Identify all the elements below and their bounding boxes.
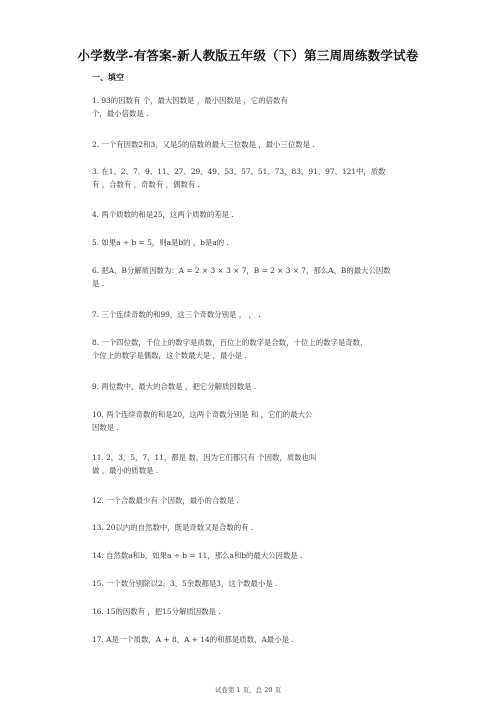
question-6 xyxy=(92,264,432,290)
question-line: 3. 在1、2、7、9、11、27、29、49、53、57、51、73、83、91、97、121中，质数 xyxy=(92,167,386,176)
page-title: 小学数学-有答案-新人教版五年级（下）第三周周练数学试卷 xyxy=(77,48,419,63)
question-10 xyxy=(92,408,432,434)
question-line: 12. 一个合数最少有 个因数，最小的合数是 . xyxy=(92,496,239,505)
section-heading: 一、填空 xyxy=(92,73,124,82)
question-3 xyxy=(92,165,432,191)
question-5 xyxy=(92,236,432,249)
question-line: 10. 两个连续奇数的和是20，这两个奇数分别是 和 ，它们的最大公 xyxy=(92,410,313,419)
question-line: 16. 15的因数有 ，把15分解质因数是 . xyxy=(92,607,221,616)
question-17 xyxy=(92,633,432,646)
question-line: 因数是 . xyxy=(92,423,119,432)
question-line: 7. 三个连续奇数的和99，这三个奇数分别是 ， ， . xyxy=(92,310,261,319)
question-line: 8. 一个四位数，千位上的数字是质数，百位上的数字是合数，十位上的数字是奇数， xyxy=(92,338,368,347)
question-line: 5. 如果a ÷ b = 5，则a是b的 ，b是a的 . xyxy=(92,238,229,247)
question-2 xyxy=(92,138,432,151)
question-line: 6. 把A、B分解质因数为：A = 2 × 3 × 3 × 7，B = 2 × 3 × 7，那么A、B的最大公因数 xyxy=(92,266,391,275)
question-14 xyxy=(92,549,432,562)
question-12 xyxy=(92,494,432,507)
question-line: 做 ，最小的质数是 . xyxy=(92,466,159,475)
page-footer: 试卷第 1 页，总 20 页 xyxy=(214,686,282,694)
question-line: 有 ，合数有 ，奇数有 ，偶数有 . xyxy=(92,180,200,189)
question-13 xyxy=(92,521,432,534)
question-line: 11. 2，3，5，7，11，都是 数，因为它们都只有 个因数，质数也叫 xyxy=(92,453,317,462)
question-line: 17. A是一个质数，A + 8，A + 14的和都是质数，A最小是 . xyxy=(92,635,294,644)
question-line: 1. 93的因数有 个，最大因数是 ，最小因数是 ，它的倍数有 xyxy=(92,96,288,105)
question-9 xyxy=(92,380,432,393)
question-1 xyxy=(92,94,432,120)
question-line: 9. 两位数中，最大的合数是 ，把它分解质因数是 . xyxy=(92,382,257,391)
question-line: 2. 一个有因数2和3，又是5的倍数的最大三位数是 ，最小三位数是 . xyxy=(92,140,315,149)
question-line: 14. 自然数a和b，如果a ÷ b = 11，那么a和b的最大公因数是 . xyxy=(92,551,303,560)
question-8 xyxy=(92,336,432,362)
question-line: 13. 20以内的自然数中，既是奇数又是合数的有 . xyxy=(92,523,254,532)
question-line: 个，最小倍数是 . xyxy=(92,109,149,118)
question-15 xyxy=(92,577,432,590)
question-line: 15. 一个数分别除以2、3、5余数都是3，这个数最小是 . xyxy=(92,579,278,588)
question-line: 4. 两个质数的和是25，这两个质数的差是 . xyxy=(92,210,234,219)
question-4 xyxy=(92,208,432,221)
question-7 xyxy=(92,308,432,321)
question-line: 是 . xyxy=(92,279,105,288)
question-line: 个位上的数字是偶数，这个数最大是 ，最小是 . xyxy=(92,351,247,360)
question-11 xyxy=(92,451,432,477)
question-16 xyxy=(92,605,432,618)
